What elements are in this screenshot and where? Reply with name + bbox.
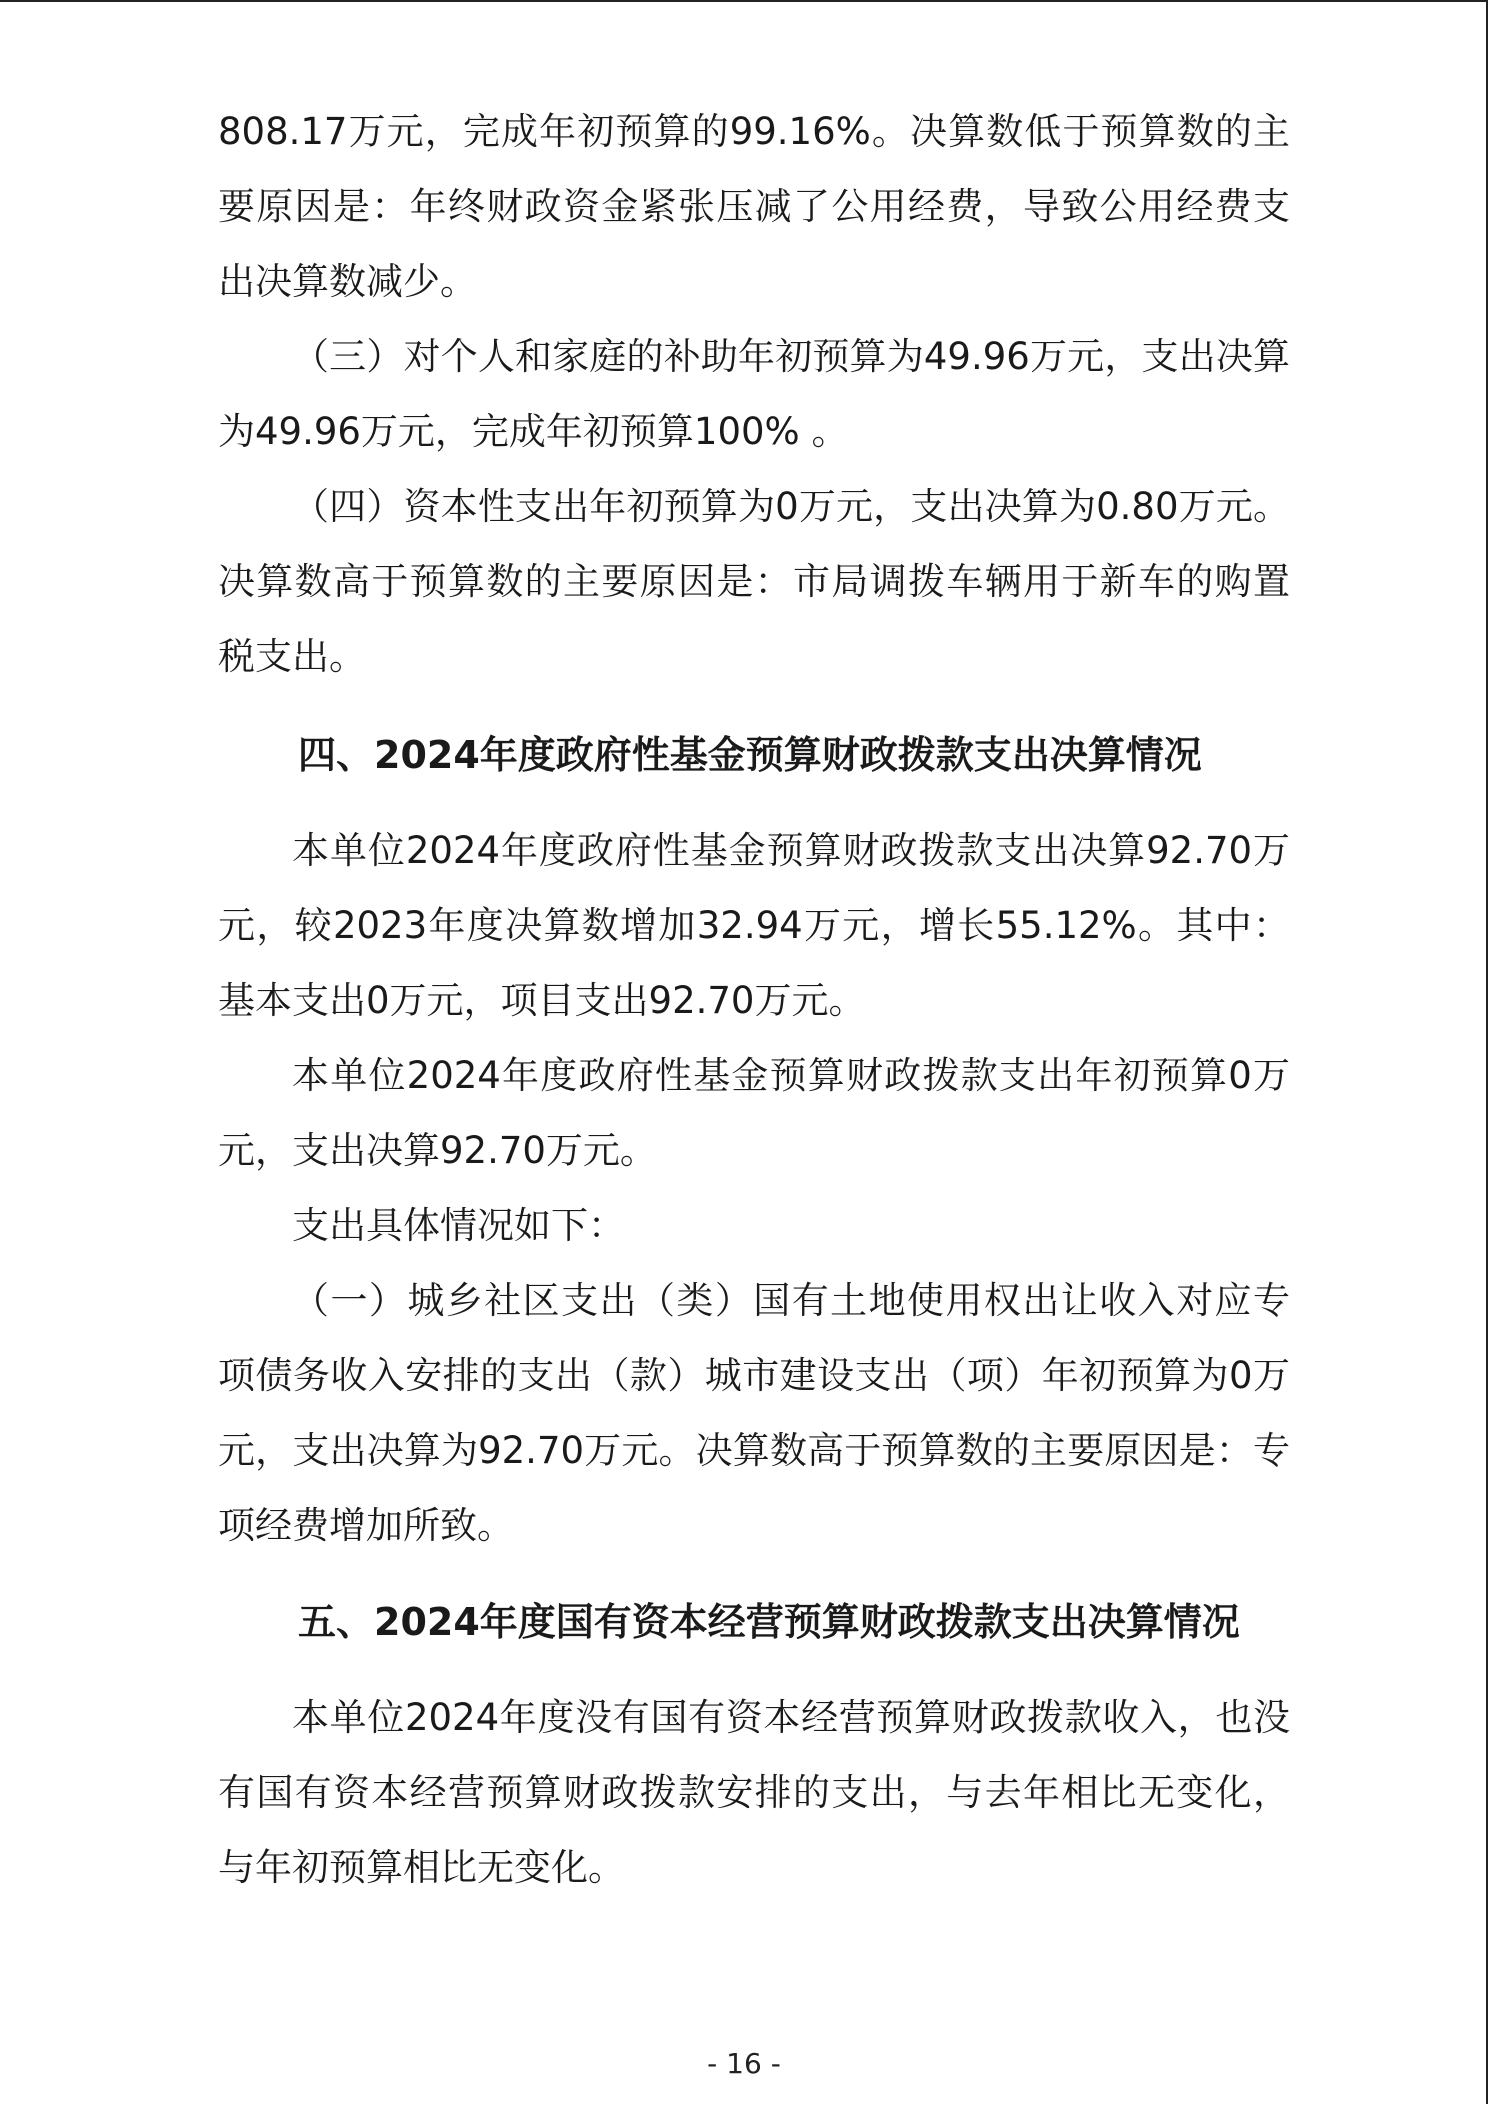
section-heading-government-fund: 四、2024年度政府性基金预算财政拨款支出决算情况	[298, 733, 1202, 777]
paragraph-capital-expense: （四）资本性支出年初预算为0万元，支出决算为0.80万元。决算数高于预算数的主要原因是：市局调拨车辆用于新车的购置税支出。	[218, 485, 1290, 678]
document-body	[218, 94, 1290, 1905]
paragraph-general-expense-continued: 808.17万元，完成年初预算的99.16%。决算数低于预算数的主要原因是：年终财政资金紧张压减了公用经费，导致公用经费支出决算数减少。	[218, 110, 1290, 303]
paragraph-government-fund-total: 本单位2024年度政府性基金预算财政拨款支出决算92.70万元，较2023年度决算数增加32.94万元，增长55.12%。其中：基本支出0万元，项目支出92.70万元。	[218, 829, 1290, 1022]
page-number: - 16 -	[707, 2047, 781, 2080]
paragraph-government-fund-budget: 本单位2024年度政府性基金预算财政拨款支出年初预算0万元，支出决算92.70万元。	[218, 1054, 1290, 1172]
paragraph-household-subsidy: （三）对个人和家庭的补助年初预算为49.96万元，支出决算为49.96万元，完成年初预算100% 。	[218, 335, 1290, 453]
paragraph-state-capital-none: 本单位2024年度没有国有资本经营预算财政拨款收入，也没有国有资本经营预算财政拨款安排的支出，与去年相比无变化，与年初预算相比无变化。	[218, 1696, 1290, 1889]
paragraph-urban-rural-expense: （一）城乡社区支出（类）国有土地使用权出让收入对应专项债务收入安排的支出（款）城市建设支出（项）年初预算为0万元，支出决算为92.70万元。决算数高于预算数的主要原因是：专项经费增加所致。	[218, 1279, 1290, 1547]
section-heading-state-capital: 五、2024年度国有资本经营预算财政拨款支出决算情况	[298, 1600, 1240, 1644]
paragraph-expense-details-intro: 支出具体情况如下：	[292, 1204, 625, 1247]
